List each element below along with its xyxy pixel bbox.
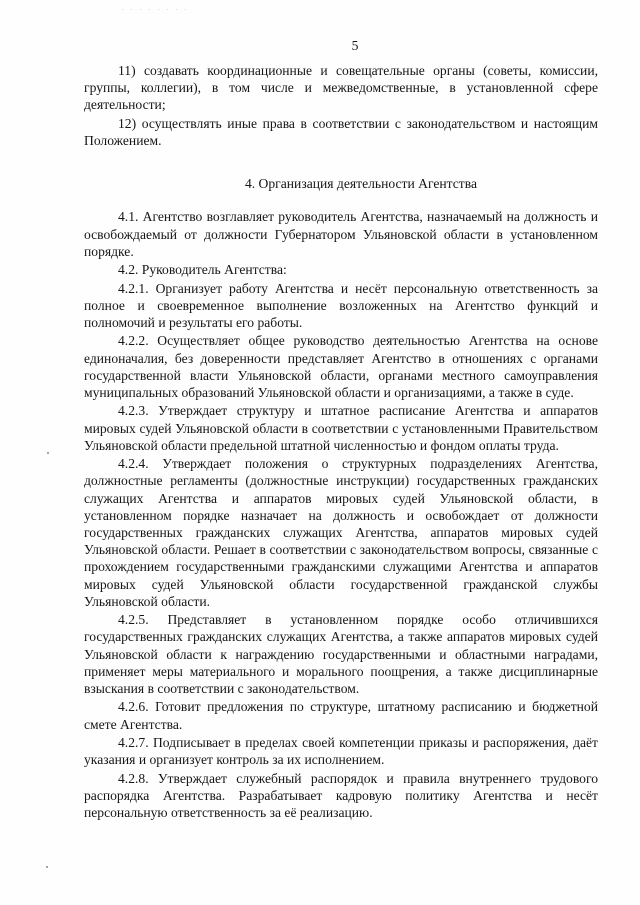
document-body — [84, 62, 598, 821]
paragraph: 4.2.7. Подписывает в пределах своей компетенции приказы и распоряжения, даёт указания и организует контроль за их исполнением. — [84, 735, 598, 768]
paragraph: 4.2.8. Утверждает служебный распорядок и правила внутреннего трудового распорядка Агентства. Разрабатывает кадровую политику Агентства и несёт персональную ответственность за её реализацию. — [84, 770, 598, 820]
paragraph: 4.2.4. Утверждает положения о структурных подразделениях Агентства, должностные регламенты (должностные инструкции) государственных гражданских служащих Агентства и аппаратов мировых судей Ульяновской области, в установленном порядке назначает на должность и освобождает от должности государственных гражданских служащих Агентства, аппаратов мировых судей Ульяновской области. Решает в соответствии с законодательством вопросы, связанные с прохождением государственными гражданскими служащими Агентства и аппаратов мировых судей Ульяновской области государственной гражданской службы Ульяновской области. — [84, 456, 598, 609]
paragraph: 4.2.2. Осуществляет общее руководство деятельностью Агентства на основе единоначалия, без доверенности представляет Агентство в отношениях с органами государственной власти Ульяновской области, органами местного самоуправления муниципальных образований Ульяновской области и организациями, а также в суде. — [84, 333, 598, 400]
paragraph: 4.2.3. Утверждает структуру и штатное расписание Агентства и аппаратов мировых судей Ульяновской области в соответствии с установленными Правительством Ульяновской области предельной штатной численностью и фондом оплаты труда. — [84, 403, 598, 453]
paragraph: 12) осуществлять иные права в соответствии с законодательством и настоящим Положением. — [84, 115, 598, 148]
paragraph: 4.2. Руководитель Агентства: — [118, 262, 287, 278]
paragraph: 11) создавать координационные и совещательные органы (советы, комиссии, группы, коллегии), в том числе и межведомственные, в установленной сфере деятельности; — [84, 63, 598, 113]
scan-artifact — [118, 8, 188, 11]
section-heading: 4. Организация деятельности Агентства — [244, 176, 478, 192]
scan-artifact — [47, 452, 49, 454]
paragraph: 4.2.5. Представляет в установленном порядке особо отличившихся государственных гражданских служащих Агентства, а также аппаратов мировых судей Ульяновской области к награждению государственными и областными наградами, применяет меры материального и морального поощрения, а также дисциплинарные взыскания в соответствии с законодательством. — [84, 612, 598, 697]
page-number: 5 — [351, 38, 359, 53]
paragraph: 4.2.1. Организует работу Агентства и несёт персональную ответственность за полное и своевременное выполнение возложенных на Агентство функций и полномочий и результаты его работы. — [84, 280, 598, 330]
paragraph: 4.1. Агентство возглавляет руководитель Агентства, назначаемый на должность и освобождаемый от должности Губернатором Ульяновской области в установленном порядке. — [84, 209, 598, 259]
paragraph: 4.2.6. Готовит предложения по структуре, штатному расписанию и бюджетной смете Агентства. — [84, 699, 598, 732]
scan-artifact — [46, 866, 48, 868]
